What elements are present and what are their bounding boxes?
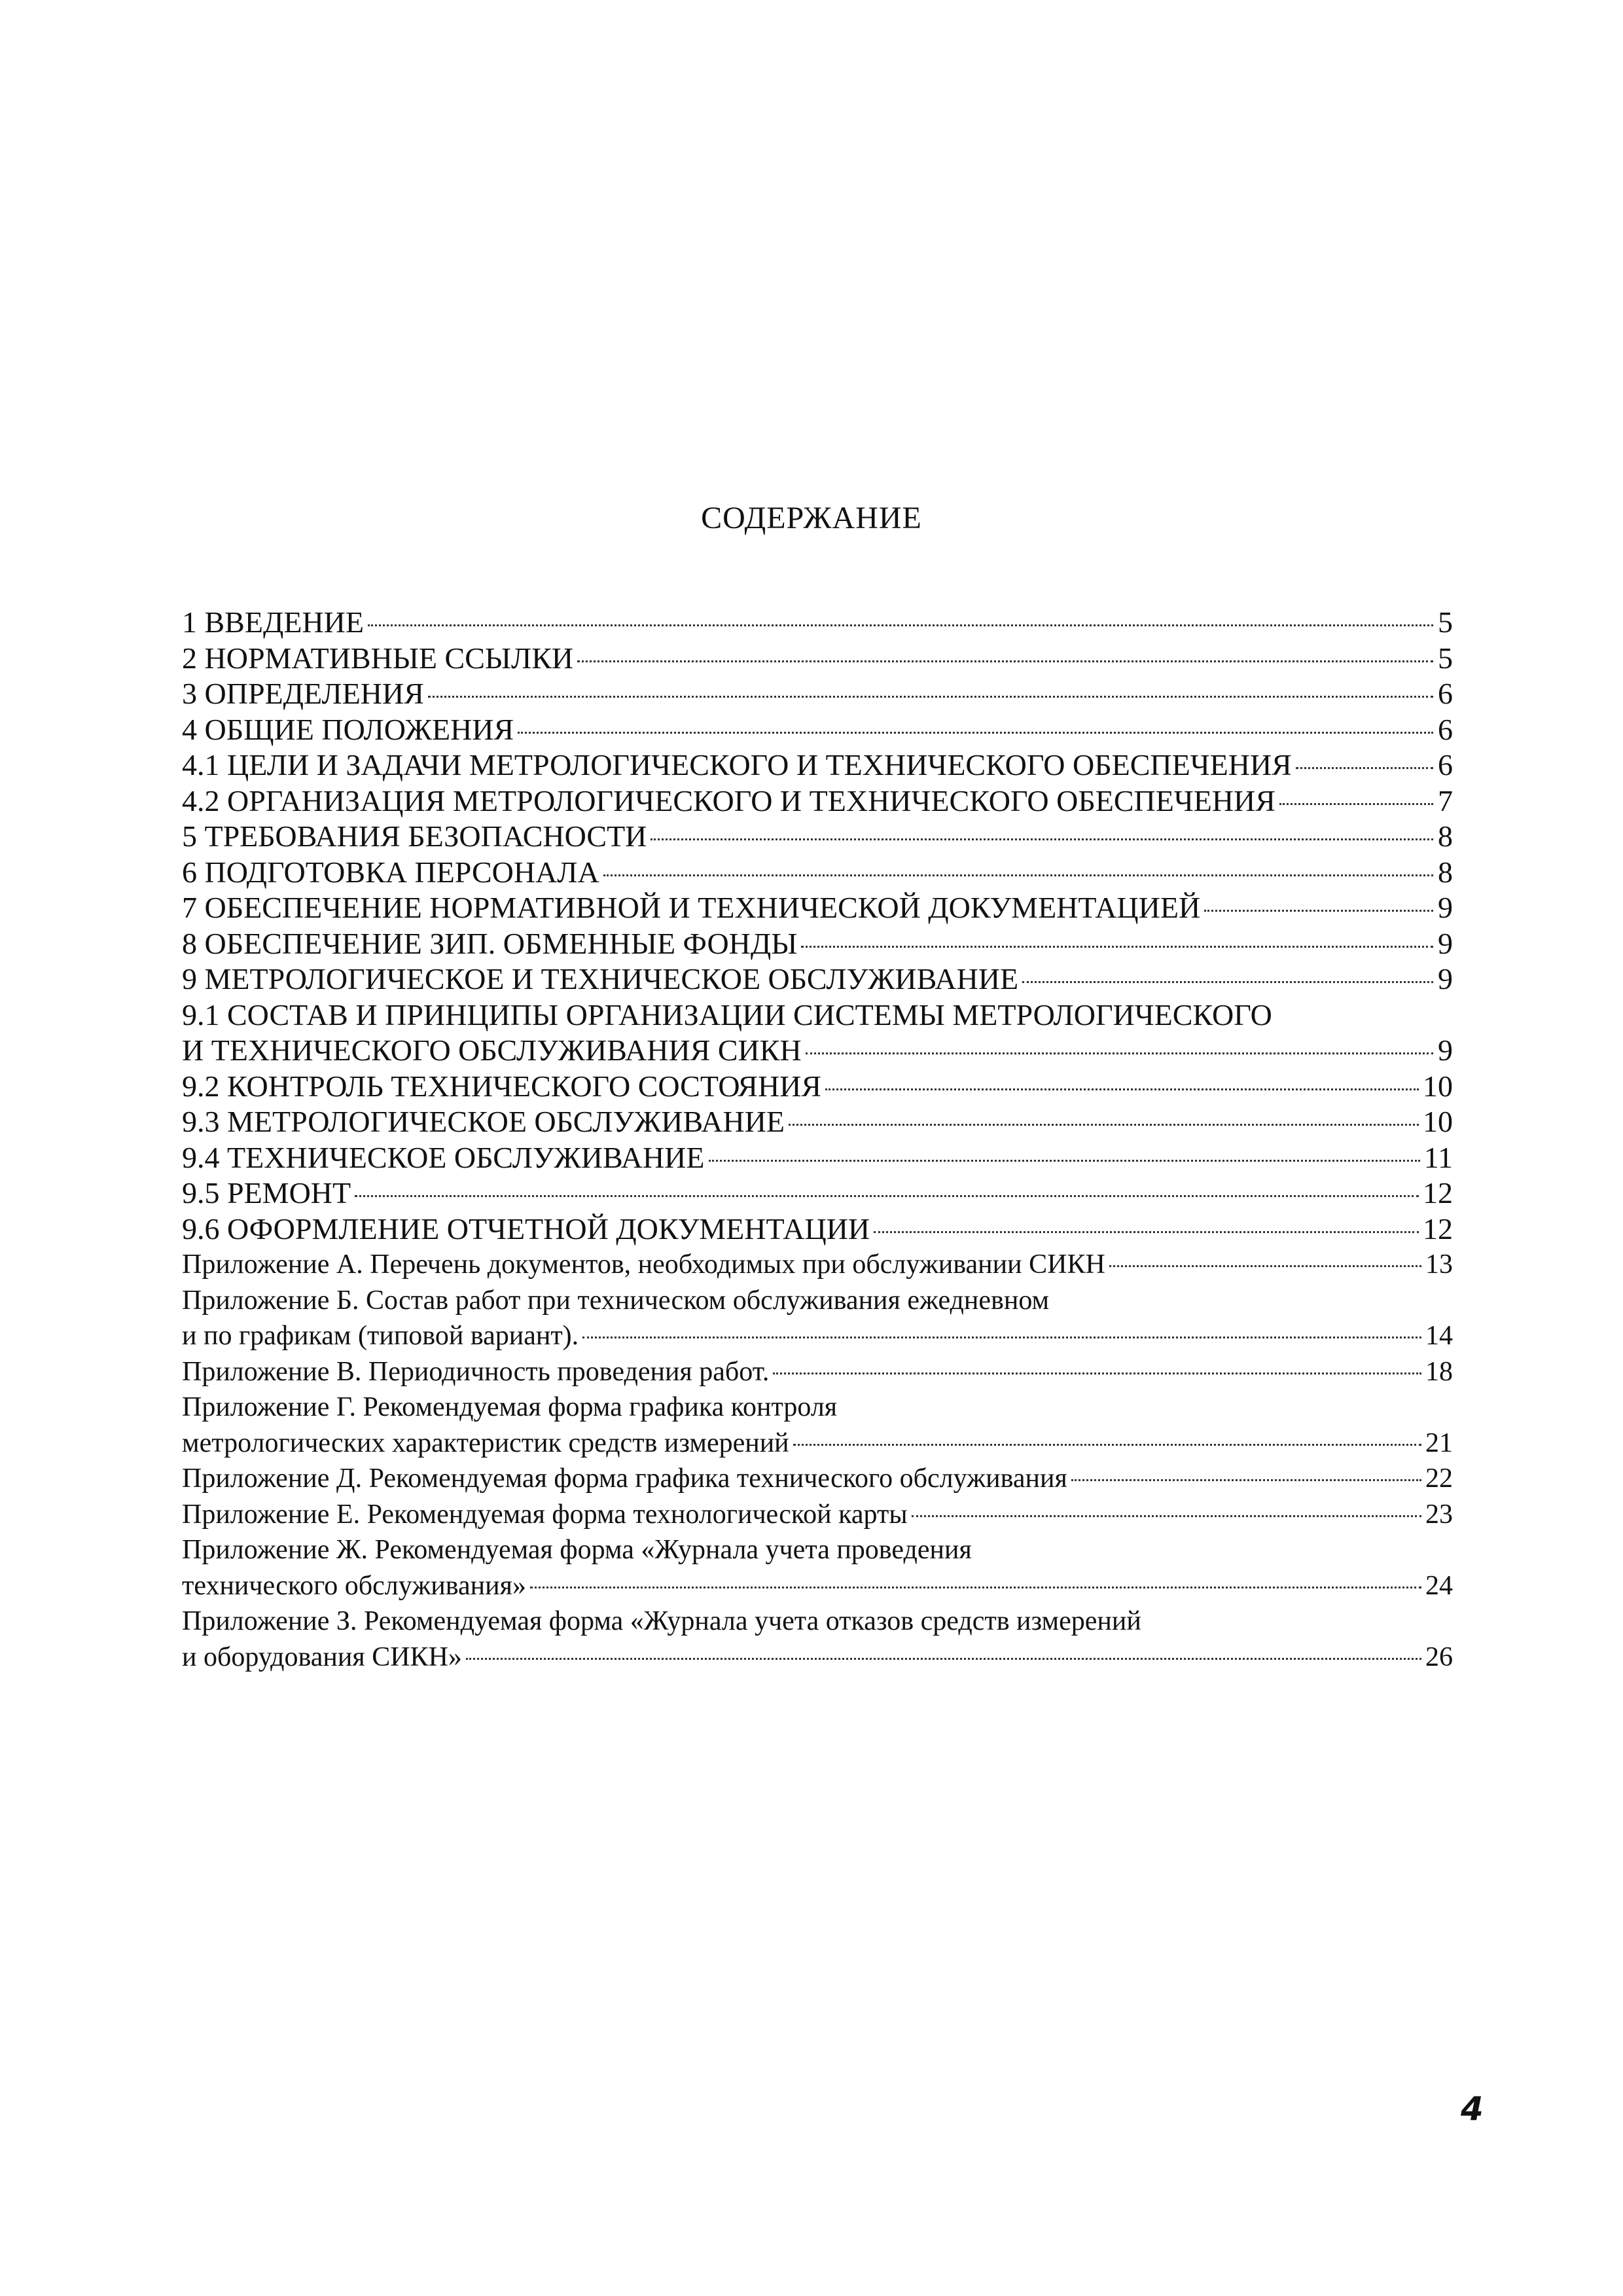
toc-dot-leader [709, 1160, 1420, 1162]
toc-entry-title: 4.1 ЦЕЛИ И ЗАДАЧИ МЕТРОЛОГИЧЕСКОГО И ТЕХНИЧЕСКОГО ОБЕСПЕЧЕНИЯ [182, 748, 1292, 781]
toc-page-number: 11 [1423, 1140, 1453, 1174]
toc-page-number: 12 [1423, 1211, 1453, 1246]
toc-entry-title: 9.2 КОНТРОЛЬ ТЕХНИЧЕСКОГО СОСТОЯНИЯ [182, 1069, 822, 1103]
toc-page-number: 8 [1438, 819, 1453, 853]
toc-entry-title: 5 ТРЕБОВАНИЯ БЕЗОПАСНОСТИ [182, 819, 647, 853]
toc-page-number: 10 [1423, 1069, 1453, 1103]
toc-entry[interactable] [182, 641, 1453, 677]
toc-entry[interactable] [182, 1532, 1453, 1604]
toc-entry[interactable] [182, 605, 1453, 641]
toc-entry-title: 1 ВВЕДЕНИЕ [182, 605, 364, 639]
toc-entry-title: и по графикам (типовой вариант). [182, 1321, 579, 1351]
toc-dot-leader [1296, 767, 1433, 769]
toc-page-number: 24 [1425, 1570, 1453, 1601]
toc-dot-leader [1279, 803, 1433, 805]
toc-dot-leader [806, 1052, 1433, 1054]
toc-entry[interactable] [182, 1497, 1453, 1533]
toc-entry[interactable] [182, 676, 1453, 712]
toc-dot-leader [874, 1231, 1419, 1233]
toc-dot-leader [651, 838, 1433, 840]
toc-entry[interactable] [182, 1283, 1453, 1354]
toc-entry[interactable] [182, 890, 1453, 926]
table-of-contents [182, 605, 1453, 1675]
toc-page-number: 9 [1438, 891, 1453, 924]
toc-entry[interactable] [182, 819, 1453, 855]
toc-page-number: 5 [1438, 605, 1453, 639]
toc-entry-title: 6 ПОДГОТОВКА ПЕРСОНАЛА [182, 855, 599, 889]
toc-dot-leader [1071, 1479, 1421, 1481]
toc-dot-leader [530, 1587, 1421, 1588]
toc-page-number: 23 [1425, 1499, 1453, 1530]
toc-entry[interactable] [182, 1104, 1453, 1140]
toc-entry[interactable] [182, 1604, 1453, 1675]
toc-entry-title: 4 ОБЩИЕ ПОЛОЖЕНИЯ [182, 712, 514, 746]
toc-entry-title-line: Приложение Г. Рекомендуемая форма графика контроля [182, 1392, 838, 1422]
toc-entry[interactable] [182, 1175, 1453, 1211]
toc-dot-leader [577, 660, 1433, 662]
toc-page-number: 22 [1425, 1463, 1453, 1494]
toc-entry-title: И ТЕХНИЧЕСКОГО ОБСЛУЖИВАНИЯ СИКН [182, 1033, 802, 1067]
toc-entry[interactable] [182, 1069, 1453, 1105]
toc-entry-title: Приложение Д. Рекомендуемая форма графика технического обслуживания [182, 1463, 1067, 1494]
toc-entry[interactable] [182, 961, 1453, 997]
toc-entry-title: метрологических характеристик средств измерений [182, 1427, 789, 1458]
toc-dot-leader [603, 874, 1433, 876]
toc-entry-title: 8 ОБЕСПЕЧЕНИЕ ЗИП. ОБМЕННЫЕ ФОНДЫ [182, 926, 798, 960]
toc-entry-title: 7 ОБЕСПЕЧЕНИЕ НОРМАТИВНОЙ И ТЕХНИЧЕСКОЙ ДОКУМЕНТАЦИЕЙ [182, 891, 1201, 924]
toc-entry-title: и оборудования СИКН» [182, 1641, 462, 1672]
toc-dot-leader [825, 1088, 1419, 1090]
toc-dot-leader [582, 1336, 1421, 1338]
toc-entry-title: 3 ОПРЕДЕЛЕНИЯ [182, 677, 424, 710]
toc-page-number: 9 [1438, 926, 1453, 960]
toc-entry-title-line: Приложение Ж. Рекомендуемая форма «Журнала учета проведения [182, 1535, 972, 1565]
toc-entry[interactable] [182, 1211, 1453, 1247]
toc-entry[interactable] [182, 712, 1453, 748]
toc-entry-title: Приложение В. Периодичность проведения работ. [182, 1356, 770, 1387]
toc-dot-leader [793, 1444, 1421, 1446]
toc-page-number: 26 [1425, 1641, 1453, 1672]
toc-dot-leader [1109, 1265, 1421, 1267]
toc-page-number: 6 [1438, 748, 1453, 781]
toc-entry[interactable] [182, 1390, 1453, 1461]
toc-entry-title-line: Приложение Б. Состав работ при техническом обслуживания ежедневном [182, 1285, 1050, 1316]
toc-page-number: 14 [1425, 1321, 1453, 1351]
toc-entry-title: Приложение Е. Рекомендуемая форма технологической карты [182, 1499, 908, 1530]
toc-dot-leader [789, 1124, 1419, 1126]
toc-entry[interactable] [182, 926, 1453, 962]
toc-entry-title: 9.6 ОФОРМЛЕНИЕ ОТЧЕТНОЙ ДОКУМЕНТАЦИИ [182, 1211, 870, 1246]
toc-dot-leader [912, 1515, 1421, 1517]
toc-entry[interactable] [182, 997, 1453, 1069]
toc-entry-title: 4.2 ОРГАНИЗАЦИЯ МЕТРОЛОГИЧЕСКОГО И ТЕХНИЧЕСКОГО ОБЕСПЕЧЕНИЯ [182, 783, 1275, 817]
toc-page-number: 18 [1425, 1356, 1453, 1387]
toc-page-number: 10 [1423, 1105, 1453, 1138]
toc-page-number: 6 [1438, 712, 1453, 746]
toc-page-number: 21 [1425, 1427, 1453, 1458]
toc-entry[interactable] [182, 783, 1453, 819]
toc-dot-leader [466, 1658, 1421, 1660]
toc-dot-leader [801, 946, 1433, 948]
toc-entry-title: 9.5 РЕМОНТ [182, 1176, 351, 1210]
toc-page-number: 5 [1438, 641, 1453, 675]
toc-dot-leader [428, 696, 1433, 698]
toc-entry[interactable] [182, 855, 1453, 891]
toc-dot-leader [1204, 910, 1433, 912]
toc-dot-leader [773, 1372, 1421, 1374]
toc-entry-title: 9.3 МЕТРОЛОГИЧЕСКОЕ ОБСЛУЖИВАНИЕ [182, 1105, 785, 1138]
toc-entry[interactable] [182, 1247, 1453, 1283]
toc-page-number: 6 [1438, 677, 1453, 710]
toc-page-number: 9 [1438, 1033, 1453, 1067]
page-title: СОДЕРЖАНИЕ [701, 501, 922, 535]
toc-page-number: 9 [1438, 962, 1453, 996]
toc-page-number: 7 [1438, 783, 1453, 817]
toc-entry-title: 9.4 ТЕХНИЧЕСКОЕ ОБСЛУЖИВАНИЕ [182, 1140, 705, 1174]
page-number: 4 [1461, 2090, 1484, 2128]
toc-dot-leader [518, 732, 1433, 734]
toc-dot-leader [355, 1195, 1419, 1197]
toc-entry-title-line: 9.1 СОСТАВ И ПРИНЦИПЫ ОРГАНИЗАЦИИ СИСТЕМЫ МЕТРОЛОГИЧЕСКОГО [182, 997, 1272, 1031]
toc-entry[interactable] [182, 747, 1453, 783]
toc-entry-title: Приложение А. Перечень документов, необходимых при обслуживании СИКН [182, 1249, 1105, 1280]
toc-dot-leader [1022, 981, 1433, 983]
toc-entry-title: 9 МЕТРОЛОГИЧЕСКОЕ И ТЕХНИЧЕСКОЕ ОБСЛУЖИВАНИЕ [182, 962, 1019, 996]
toc-entry[interactable] [182, 1461, 1453, 1497]
toc-page-number: 13 [1425, 1249, 1453, 1280]
toc-entry[interactable] [182, 1354, 1453, 1390]
toc-entry-title-line: Приложение З. Рекомендуемая форма «Журнала учета отказов средств измерений [182, 1606, 1141, 1636]
toc-page-number: 8 [1438, 855, 1453, 889]
toc-dot-leader [368, 624, 1433, 626]
toc-page-number: 12 [1423, 1176, 1453, 1210]
toc-entry[interactable] [182, 1140, 1453, 1176]
toc-entry-title: 2 НОРМАТИВНЫЕ ССЫЛКИ [182, 641, 574, 675]
toc-entry-title: технического обслуживания» [182, 1570, 526, 1601]
